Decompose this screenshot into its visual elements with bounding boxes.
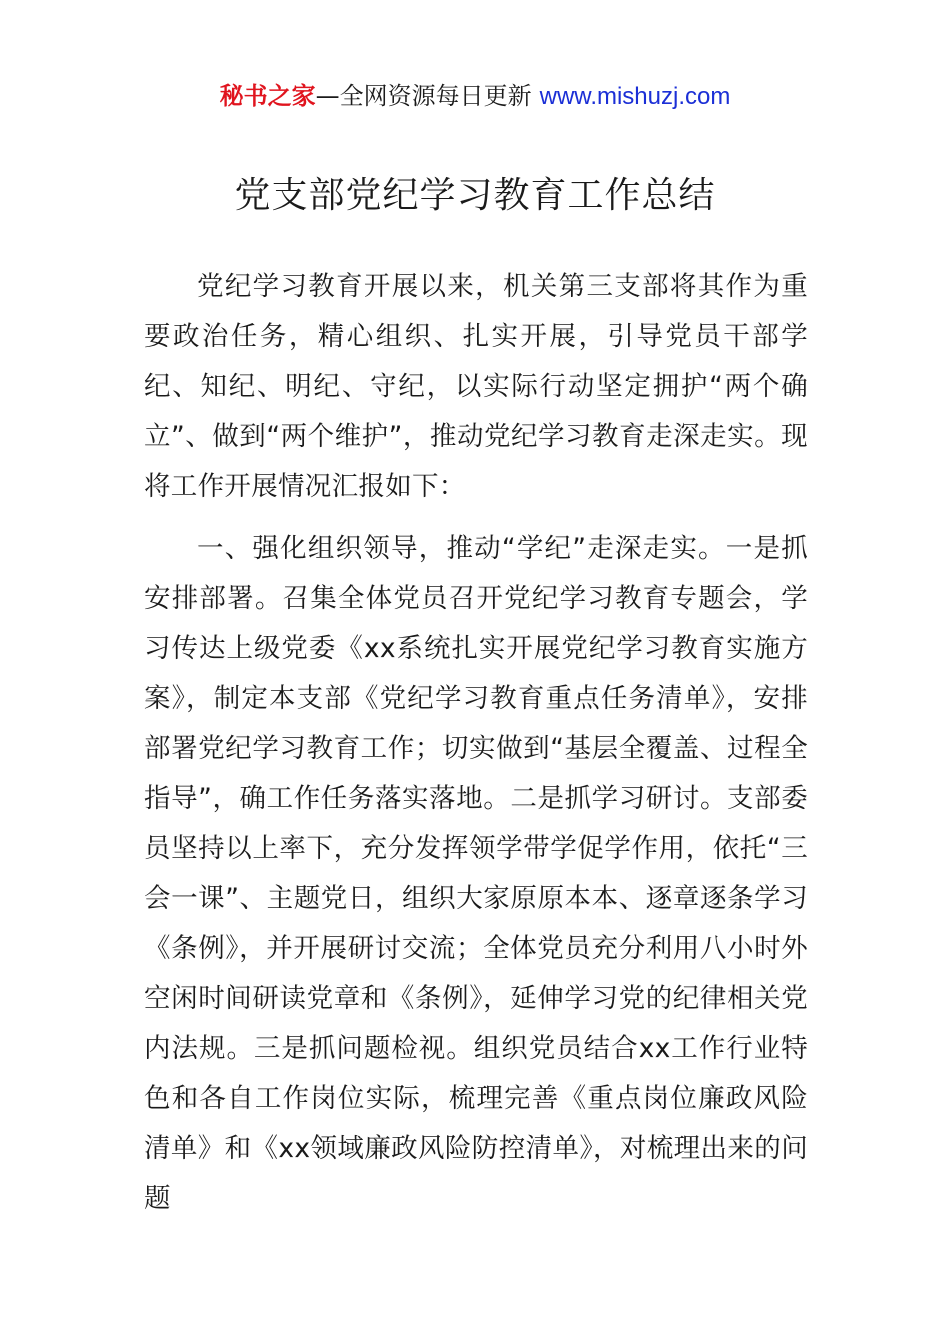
site-brand: 秘书之家 <box>219 82 316 110</box>
document-body <box>144 262 808 1236</box>
intro-paragraph: 党纪学习教育开展以来，机关第三支部将其作为重要政治任务，精心组织、扎实开展，引导党员干部学纪、知纪、明纪、守纪，以实际行动坚定拥护“两个确立”、做到“两个维护”，推动党纪学习教育走深走实。现将工作开展情况汇报如下： <box>144 271 808 502</box>
site-header <box>0 80 950 113</box>
section-one-paragraph: 一、强化组织领导，推动“学纪”走深走实。一是抓安排部署。召集全体党员召开党纪学习教育专题会，学习传达上级党委《xx系统扎实开展党纪学习教育实施方案》，制定本支部《党纪学习教育重点任务清单》，安排部署党纪学习教育工作；切实做到“基层全覆盖、过程全指导”，确工作任务落实落地。二是抓学习研讨。支部委员坚持以上率下，充分发挥领学带学促学作用，依托“三会一课”、主题党日，组织大家原原本本、逐章逐条学习《条例》，并开展研讨交流；全体党员充分利用八小时外空闲时间研读党章和《条例》，延伸学习党的纪律相关党内法规。三是抓问题检视。组织党员结合xx工作行业特色和各自工作岗位实际，梳理完善《重点岗位廉政风险清单》和《xx领域廉政风险防控清单》，对梳理出来的问题 <box>144 533 808 1214</box>
document-title: 党支部党纪学习教育工作总结 <box>234 175 716 216</box>
site-tagline: —全网资源每日更新 <box>315 82 532 110</box>
site-url-link[interactable]: www.mishuzj.com <box>539 83 731 110</box>
